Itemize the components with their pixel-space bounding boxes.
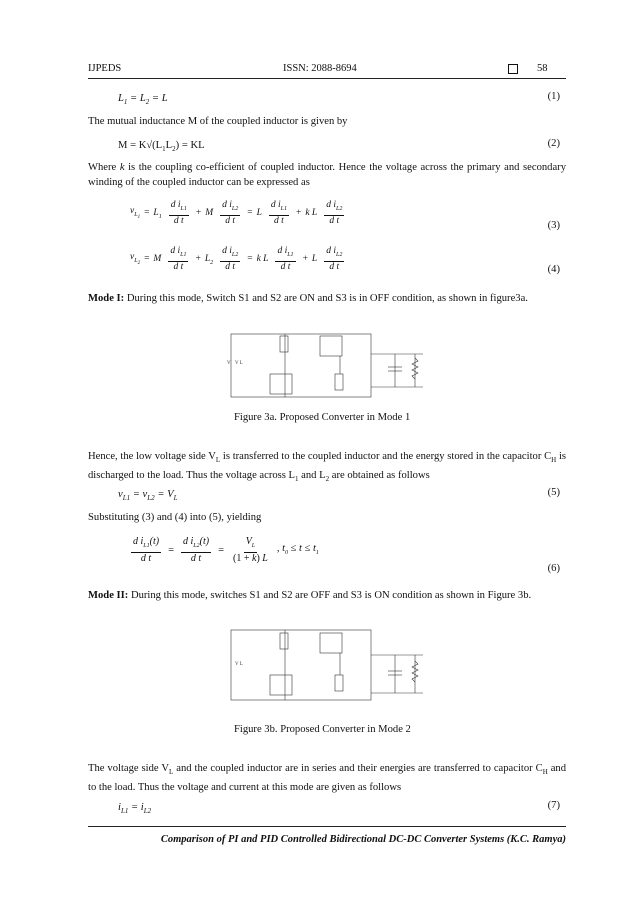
equation-1: $L_1 = L_2 = L$ — [118, 93, 168, 107]
svg-text:V L: V L — [235, 361, 243, 366]
equation-2: $M = K√(L_1L_2)$ = KL — [118, 140, 205, 154]
header-rule — [88, 78, 566, 79]
equation-7: $i_{L1} = i_{L2}$ — [118, 802, 152, 816]
mode-2-text: During this mode, switches S1 and S2 are OFF and S3 is ON condition as shown in Figure 3b. — [128, 590, 532, 601]
figure-3a-circuit — [225, 322, 430, 402]
paragraph-where: Where k is the coupling co-efficient of coupled inductor. Hence the voltage across the primary and secondary winding of the coupled inductor can be expressed as — [88, 162, 566, 188]
footer-title: Comparison of PI and PID Controlled Bidirectional DC-DC Converter Systems (K.C. Ramya) — [160, 834, 566, 845]
equation-3-number: (3) — [547, 220, 560, 231]
mode-1-label: Mode I: — [88, 293, 125, 304]
equation-3: $v_{L_1}$ = $L_1$ $\frac{d i_{L1}}{\text{d t}}$ + M $\frac{d i_{L2}}{\text{d t}}$ = L $\frac{d i_{L1}}{\text{d t}}$ + k L $\frac{d i_{L2}}{\text{d t}}$ — [130, 200, 343, 226]
figure-3b-caption: Figure 3b. Proposed Converter in Mode 2 — [234, 724, 411, 735]
paragraph-series: The voltage side $V_L$ and the coupled inductor are in series and their energies are transferred to capacitor $C_H$ and to the load. Thus the voltage and current at this mode are given as follows — [88, 763, 566, 794]
mode-1-paragraph — [88, 291, 528, 306]
figure-3b-circuit — [225, 625, 430, 705]
svg-text:V: V — [227, 361, 231, 366]
paragraph-hence: Hence, the low voltage side $V_L$ is transferred to the coupled inductor and the energy stored in the capacitor $C_H$ is discharged to the load. Thus the voltage across $L_1$ and $L_2$ are obtained as follows — [88, 451, 567, 484]
equation-6: $\frac{d i_{L1}(t)}{\text{d t}}$ = $\frac{d i_{L2}(t)}{\text{d t}}$ = $\frac{V_L}{(1 + k) L}$ , $t_0 \le t \le t_1$ — [133, 536, 319, 564]
paragraph-mutual: The mutual inductance M of the coupled inductor is given by — [88, 116, 348, 127]
equation-4: $v_{L_2}$ = M $\frac{d i_{L1}}{\text{d t}}$ + $L_2$ $\frac{d i_{L2}}{\text{d t}}$ = k L $\frac{d i_{L1}}{\text{d t}}$ + L $\frac{d i_{L2}}{\text{d t}}$ — [130, 246, 343, 272]
equation-5: $v_{L1} = v_{L2} = V_L$ — [118, 489, 178, 503]
mode-2-paragraph — [88, 588, 531, 603]
equation-2-number: (2) — [547, 138, 560, 149]
equation-5-number: (5) — [547, 487, 560, 498]
mode-1-text: During this mode, Switch S1 and S2 are ON and S3 is in OFF condition, as shown in figure3a. — [124, 293, 528, 304]
equation-7-number: (7) — [547, 800, 560, 811]
svg-text:V L: V L — [235, 662, 243, 667]
equation-1-number: (1) — [547, 91, 560, 102]
paragraph-substituting: Substituting (3) and (4) into (5), yielding — [88, 512, 262, 523]
issn: ISSN: 2088-8694 — [283, 63, 357, 74]
figure-3a-caption: Figure 3a. Proposed Converter in Mode 1 — [234, 412, 411, 423]
equation-4-number: (4) — [547, 264, 560, 275]
footer-rule — [88, 826, 566, 827]
journal-name: IJPEDS — [88, 63, 122, 74]
checkbox-icon — [508, 63, 528, 74]
mode-2-label: Mode II: — [88, 590, 129, 601]
page-number: 58 — [537, 63, 548, 74]
equation-6-number: (6) — [547, 563, 560, 574]
